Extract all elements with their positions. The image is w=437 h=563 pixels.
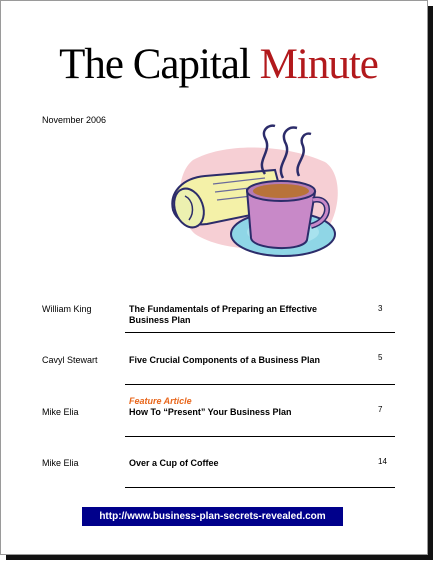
issue-date: November 2006 xyxy=(42,115,107,125)
toc-divider xyxy=(125,487,395,488)
toc-author: Mike Elia xyxy=(42,458,79,468)
toc-title-line: How To “Present” Your Business Plan xyxy=(129,407,292,417)
toc-title-line: Five Crucial Components of a Business Plan xyxy=(129,355,321,365)
toc-divider xyxy=(125,332,395,333)
masthead-title: The Capital xyxy=(59,41,250,88)
toc-article-title[interactable] xyxy=(129,304,359,326)
toc-page-number: 7 xyxy=(378,405,383,414)
toc-article-title[interactable] xyxy=(129,458,359,469)
masthead-title-accent: Minute xyxy=(259,41,378,88)
page-shadow-right xyxy=(428,6,433,560)
toc-title-line: The Fundamentals of Preparing an Effective xyxy=(129,304,318,314)
toc-author: William King xyxy=(42,304,92,314)
coffee-cup-newspaper-icon xyxy=(165,112,345,272)
toc-page-number: 3 xyxy=(378,304,383,313)
masthead xyxy=(0,40,437,89)
feature-article-label: Feature Article xyxy=(129,396,192,406)
toc-page-number: 14 xyxy=(378,457,387,466)
toc-article-title[interactable] xyxy=(129,407,359,418)
toc-divider xyxy=(125,436,395,437)
toc-article-title[interactable] xyxy=(129,355,359,366)
toc-page-number: 5 xyxy=(378,353,383,362)
toc-author: Cavyl Stewart xyxy=(42,355,98,365)
toc-title-line: Over a Cup of Coffee xyxy=(129,458,219,468)
toc-title-line: Business Plan xyxy=(129,315,191,325)
toc-divider xyxy=(125,384,395,385)
toc-author: Mike Elia xyxy=(42,407,79,417)
page-shadow-bottom xyxy=(6,555,433,560)
website-url-link[interactable]: http://www.business-plan-secrets-revealed.com xyxy=(82,507,343,526)
